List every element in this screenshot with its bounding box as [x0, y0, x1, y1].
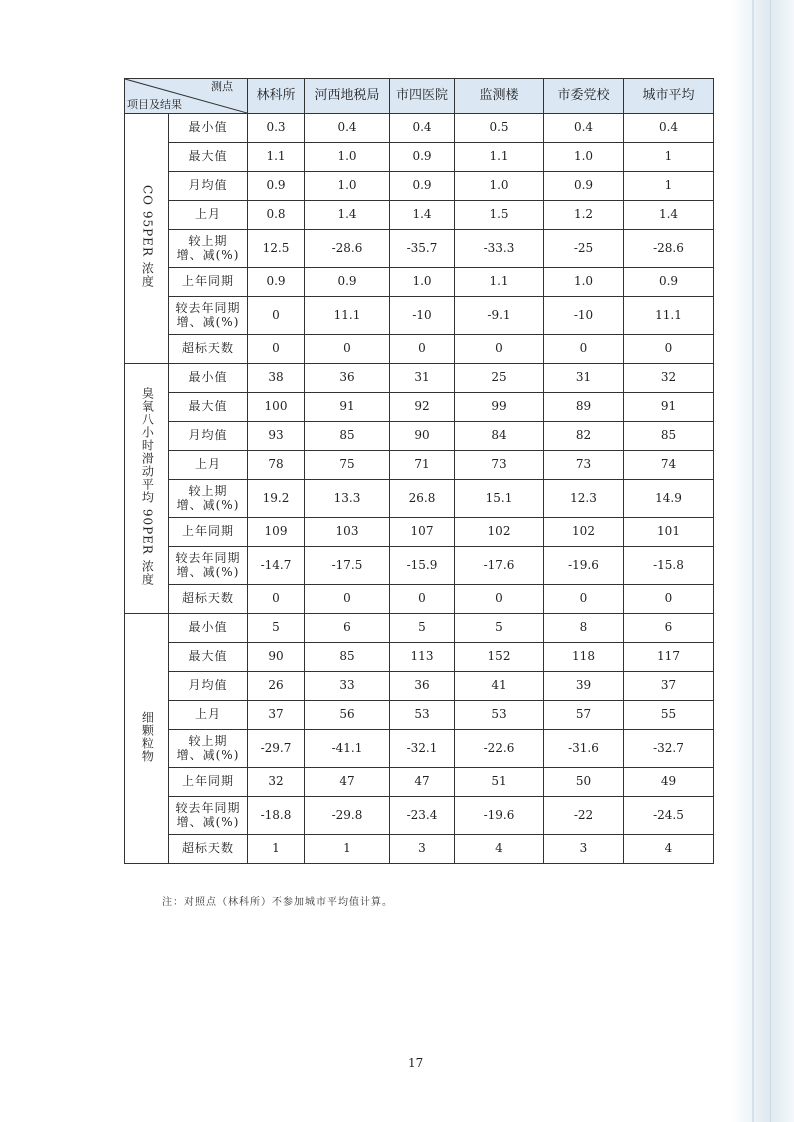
column-header: 市委党校 [544, 79, 624, 114]
row-label-cell: 上年同期 [169, 518, 248, 547]
value-cell: 37 [624, 672, 714, 701]
value-cell: 1.1 [455, 143, 544, 172]
value-cell: -22 [544, 797, 624, 835]
row-label-cell: 最小值 [169, 614, 248, 643]
value-cell: 91 [624, 393, 714, 422]
row-label-line: 较去年同期 [175, 800, 241, 815]
value-cell: 31 [544, 364, 624, 393]
row-label-line: 增、减(%) [176, 564, 240, 579]
row-label-cell: 超标天数 [169, 335, 248, 364]
value-cell: 0 [248, 297, 305, 335]
row-label-line: 增、减(%) [176, 747, 240, 762]
value-cell: 1 [624, 172, 714, 201]
value-cell: 4 [455, 835, 544, 864]
value-cell: 73 [544, 451, 624, 480]
value-cell: -10 [390, 297, 455, 335]
value-cell: 0.4 [624, 114, 714, 143]
value-cell: 3 [390, 835, 455, 864]
table-row [125, 643, 714, 672]
table-row [125, 393, 714, 422]
value-cell: 47 [305, 768, 390, 797]
value-cell: 90 [390, 422, 455, 451]
table-row [125, 614, 714, 643]
value-cell: 47 [390, 768, 455, 797]
value-cell: 1.0 [455, 172, 544, 201]
value-cell: 0.9 [248, 268, 305, 297]
value-cell: -15.9 [390, 547, 455, 585]
value-cell: 0 [305, 585, 390, 614]
value-cell: 0.9 [390, 172, 455, 201]
value-cell: -29.7 [248, 730, 305, 768]
row-label-cell [169, 230, 248, 268]
table-row [125, 114, 714, 143]
page-edge-decoration [730, 0, 794, 1122]
table-body [125, 114, 714, 864]
column-header: 林科所 [248, 79, 305, 114]
row-label-line: 增、减(%) [176, 497, 240, 512]
row-label-line: 较去年同期 [175, 300, 241, 315]
value-cell: 1.0 [305, 172, 390, 201]
table-row [125, 230, 714, 268]
value-cell: 5 [390, 614, 455, 643]
value-cell: 100 [248, 393, 305, 422]
table-row [125, 143, 714, 172]
group-label-cell [125, 114, 169, 364]
row-label-cell: 最小值 [169, 114, 248, 143]
group-label: 臭氧八小时滑动平均 90PER 浓度 [140, 387, 155, 586]
table-row [125, 835, 714, 864]
value-cell: 85 [624, 422, 714, 451]
value-cell: 0 [305, 335, 390, 364]
value-cell: -19.6 [455, 797, 544, 835]
value-cell: 0.4 [390, 114, 455, 143]
value-cell: 11.1 [305, 297, 390, 335]
row-label-cell: 上月 [169, 201, 248, 230]
air-quality-table [124, 78, 714, 864]
value-cell: 113 [390, 643, 455, 672]
value-cell: 8 [544, 614, 624, 643]
column-header: 监测楼 [455, 79, 544, 114]
table-header-row [125, 79, 714, 114]
value-cell: 109 [248, 518, 305, 547]
table-row [125, 518, 714, 547]
value-cell: 102 [544, 518, 624, 547]
row-label-line: 增、减(%) [176, 314, 240, 329]
table-row [125, 335, 714, 364]
value-cell: 0.9 [390, 143, 455, 172]
value-cell: 26 [248, 672, 305, 701]
value-cell: 49 [624, 768, 714, 797]
value-cell: 1.0 [390, 268, 455, 297]
table-row [125, 701, 714, 730]
table-footnote: 注：对照点（林科所）不参加城市平均值计算。 [162, 897, 393, 908]
header-station-label: 测点 [211, 80, 233, 93]
table-row [125, 172, 714, 201]
value-cell: -32.7 [624, 730, 714, 768]
value-cell: 6 [624, 614, 714, 643]
row-label-cell: 月均值 [169, 172, 248, 201]
value-cell: -10 [544, 297, 624, 335]
value-cell: 92 [390, 393, 455, 422]
page-number: 17 [408, 1056, 424, 1070]
value-cell: 117 [624, 643, 714, 672]
row-label-cell [169, 730, 248, 768]
row-label-line: 增、减(%) [176, 814, 240, 829]
value-cell: 1.4 [624, 201, 714, 230]
table-row [125, 451, 714, 480]
row-label-cell: 月均值 [169, 422, 248, 451]
row-label-line: 较上期 [188, 733, 228, 748]
value-cell: 1.0 [305, 143, 390, 172]
table-row [125, 297, 714, 335]
table-row [125, 201, 714, 230]
value-cell: -19.6 [544, 547, 624, 585]
value-cell: 0 [624, 335, 714, 364]
table-row [125, 768, 714, 797]
row-label-cell [169, 797, 248, 835]
group-label-cell [125, 614, 169, 864]
value-cell: 0 [455, 335, 544, 364]
table-row [125, 585, 714, 614]
value-cell: 85 [305, 422, 390, 451]
row-label-cell [169, 297, 248, 335]
value-cell: -31.6 [544, 730, 624, 768]
value-cell: -25 [544, 230, 624, 268]
value-cell: 36 [305, 364, 390, 393]
row-label-cell: 月均值 [169, 672, 248, 701]
row-label-line: 较上期 [188, 483, 228, 498]
value-cell: 0.5 [455, 114, 544, 143]
value-cell: 33 [305, 672, 390, 701]
value-cell: 0 [390, 335, 455, 364]
value-cell: 19.2 [248, 480, 305, 518]
value-cell: 0 [248, 585, 305, 614]
table-row [125, 672, 714, 701]
value-cell: 0.9 [624, 268, 714, 297]
value-cell: 32 [624, 364, 714, 393]
value-cell: 103 [305, 518, 390, 547]
value-cell: -33.3 [455, 230, 544, 268]
row-label-cell: 最大值 [169, 143, 248, 172]
value-cell: 1.5 [455, 201, 544, 230]
row-label-cell: 最大值 [169, 643, 248, 672]
row-label-line: 较上期 [188, 233, 228, 248]
value-cell: 91 [305, 393, 390, 422]
row-label-cell: 上月 [169, 451, 248, 480]
value-cell: 51 [455, 768, 544, 797]
value-cell: 84 [455, 422, 544, 451]
value-cell: 1.0 [544, 143, 624, 172]
row-label-cell [169, 547, 248, 585]
value-cell: 0.3 [248, 114, 305, 143]
value-cell: 41 [455, 672, 544, 701]
value-cell: -23.4 [390, 797, 455, 835]
value-cell: 26.8 [390, 480, 455, 518]
row-label-cell: 最小值 [169, 364, 248, 393]
value-cell: 56 [305, 701, 390, 730]
header-item-label: 项目及结果 [127, 98, 182, 112]
group-label-cell [125, 364, 169, 614]
value-cell: 13.3 [305, 480, 390, 518]
value-cell: 0.4 [305, 114, 390, 143]
value-cell: 0 [390, 585, 455, 614]
value-cell: 1.1 [455, 268, 544, 297]
value-cell: -28.6 [305, 230, 390, 268]
value-cell: -17.5 [305, 547, 390, 585]
value-cell: 1.4 [305, 201, 390, 230]
value-cell: 74 [624, 451, 714, 480]
table-row [125, 422, 714, 451]
value-cell: 75 [305, 451, 390, 480]
value-cell: 11.1 [624, 297, 714, 335]
table-row [125, 364, 714, 393]
table-row [125, 480, 714, 518]
value-cell: 31 [390, 364, 455, 393]
value-cell: 25 [455, 364, 544, 393]
value-cell: 5 [455, 614, 544, 643]
value-cell: 102 [455, 518, 544, 547]
value-cell: 38 [248, 364, 305, 393]
value-cell: -32.1 [390, 730, 455, 768]
value-cell: 0.9 [248, 172, 305, 201]
table-row [125, 268, 714, 297]
value-cell: -29.8 [305, 797, 390, 835]
value-cell: 0.8 [248, 201, 305, 230]
value-cell: 53 [455, 701, 544, 730]
value-cell: 1.1 [248, 143, 305, 172]
value-cell: 93 [248, 422, 305, 451]
value-cell: -14.7 [248, 547, 305, 585]
value-cell: 1.2 [544, 201, 624, 230]
row-label-cell [169, 480, 248, 518]
value-cell: 53 [390, 701, 455, 730]
value-cell: 5 [248, 614, 305, 643]
value-cell: -15.8 [624, 547, 714, 585]
row-label-cell: 超标天数 [169, 585, 248, 614]
row-label-cell: 上年同期 [169, 268, 248, 297]
row-label-line: 增、减(%) [176, 247, 240, 262]
value-cell: 101 [624, 518, 714, 547]
value-cell: 1 [248, 835, 305, 864]
table-row [125, 547, 714, 585]
group-label: CO 95PER 浓度 [140, 185, 155, 288]
value-cell: 85 [305, 643, 390, 672]
value-cell: -18.8 [248, 797, 305, 835]
value-cell: -35.7 [390, 230, 455, 268]
column-header: 城市平均 [624, 79, 714, 114]
value-cell: 118 [544, 643, 624, 672]
value-cell: 50 [544, 768, 624, 797]
group-label: 细颗粒物 [140, 710, 155, 763]
value-cell: 82 [544, 422, 624, 451]
value-cell: 89 [544, 393, 624, 422]
value-cell: 57 [544, 701, 624, 730]
value-cell: 32 [248, 768, 305, 797]
value-cell: 4 [624, 835, 714, 864]
value-cell: 3 [544, 835, 624, 864]
value-cell: 0.9 [544, 172, 624, 201]
value-cell: 71 [390, 451, 455, 480]
column-header: 河西地税局 [305, 79, 390, 114]
value-cell: 37 [248, 701, 305, 730]
column-header: 市四医院 [390, 79, 455, 114]
value-cell: 152 [455, 643, 544, 672]
value-cell: 99 [455, 393, 544, 422]
value-cell: -9.1 [455, 297, 544, 335]
value-cell: 1.0 [544, 268, 624, 297]
value-cell: 1 [305, 835, 390, 864]
table-row [125, 797, 714, 835]
value-cell: 1.4 [390, 201, 455, 230]
value-cell: -24.5 [624, 797, 714, 835]
row-label-line: 较去年同期 [175, 550, 241, 565]
value-cell: 15.1 [455, 480, 544, 518]
value-cell: 6 [305, 614, 390, 643]
row-label-cell: 超标天数 [169, 835, 248, 864]
value-cell: -28.6 [624, 230, 714, 268]
value-cell: 0.4 [544, 114, 624, 143]
value-cell: 0 [544, 585, 624, 614]
value-cell: 90 [248, 643, 305, 672]
value-cell: 39 [544, 672, 624, 701]
diagonal-header-cell [125, 79, 248, 114]
value-cell: -22.6 [455, 730, 544, 768]
row-label-cell: 上年同期 [169, 768, 248, 797]
value-cell: 0 [455, 585, 544, 614]
value-cell: -17.6 [455, 547, 544, 585]
table-row [125, 730, 714, 768]
value-cell: 0 [544, 335, 624, 364]
value-cell: 107 [390, 518, 455, 547]
value-cell: 0.9 [305, 268, 390, 297]
value-cell: 55 [624, 701, 714, 730]
value-cell: 78 [248, 451, 305, 480]
value-cell: 0 [248, 335, 305, 364]
value-cell: 1 [624, 143, 714, 172]
value-cell: -41.1 [305, 730, 390, 768]
value-cell: 36 [390, 672, 455, 701]
value-cell: 12.5 [248, 230, 305, 268]
value-cell: 14.9 [624, 480, 714, 518]
value-cell: 12.3 [544, 480, 624, 518]
value-cell: 0 [624, 585, 714, 614]
row-label-cell: 最大值 [169, 393, 248, 422]
value-cell: 73 [455, 451, 544, 480]
row-label-cell: 上月 [169, 701, 248, 730]
